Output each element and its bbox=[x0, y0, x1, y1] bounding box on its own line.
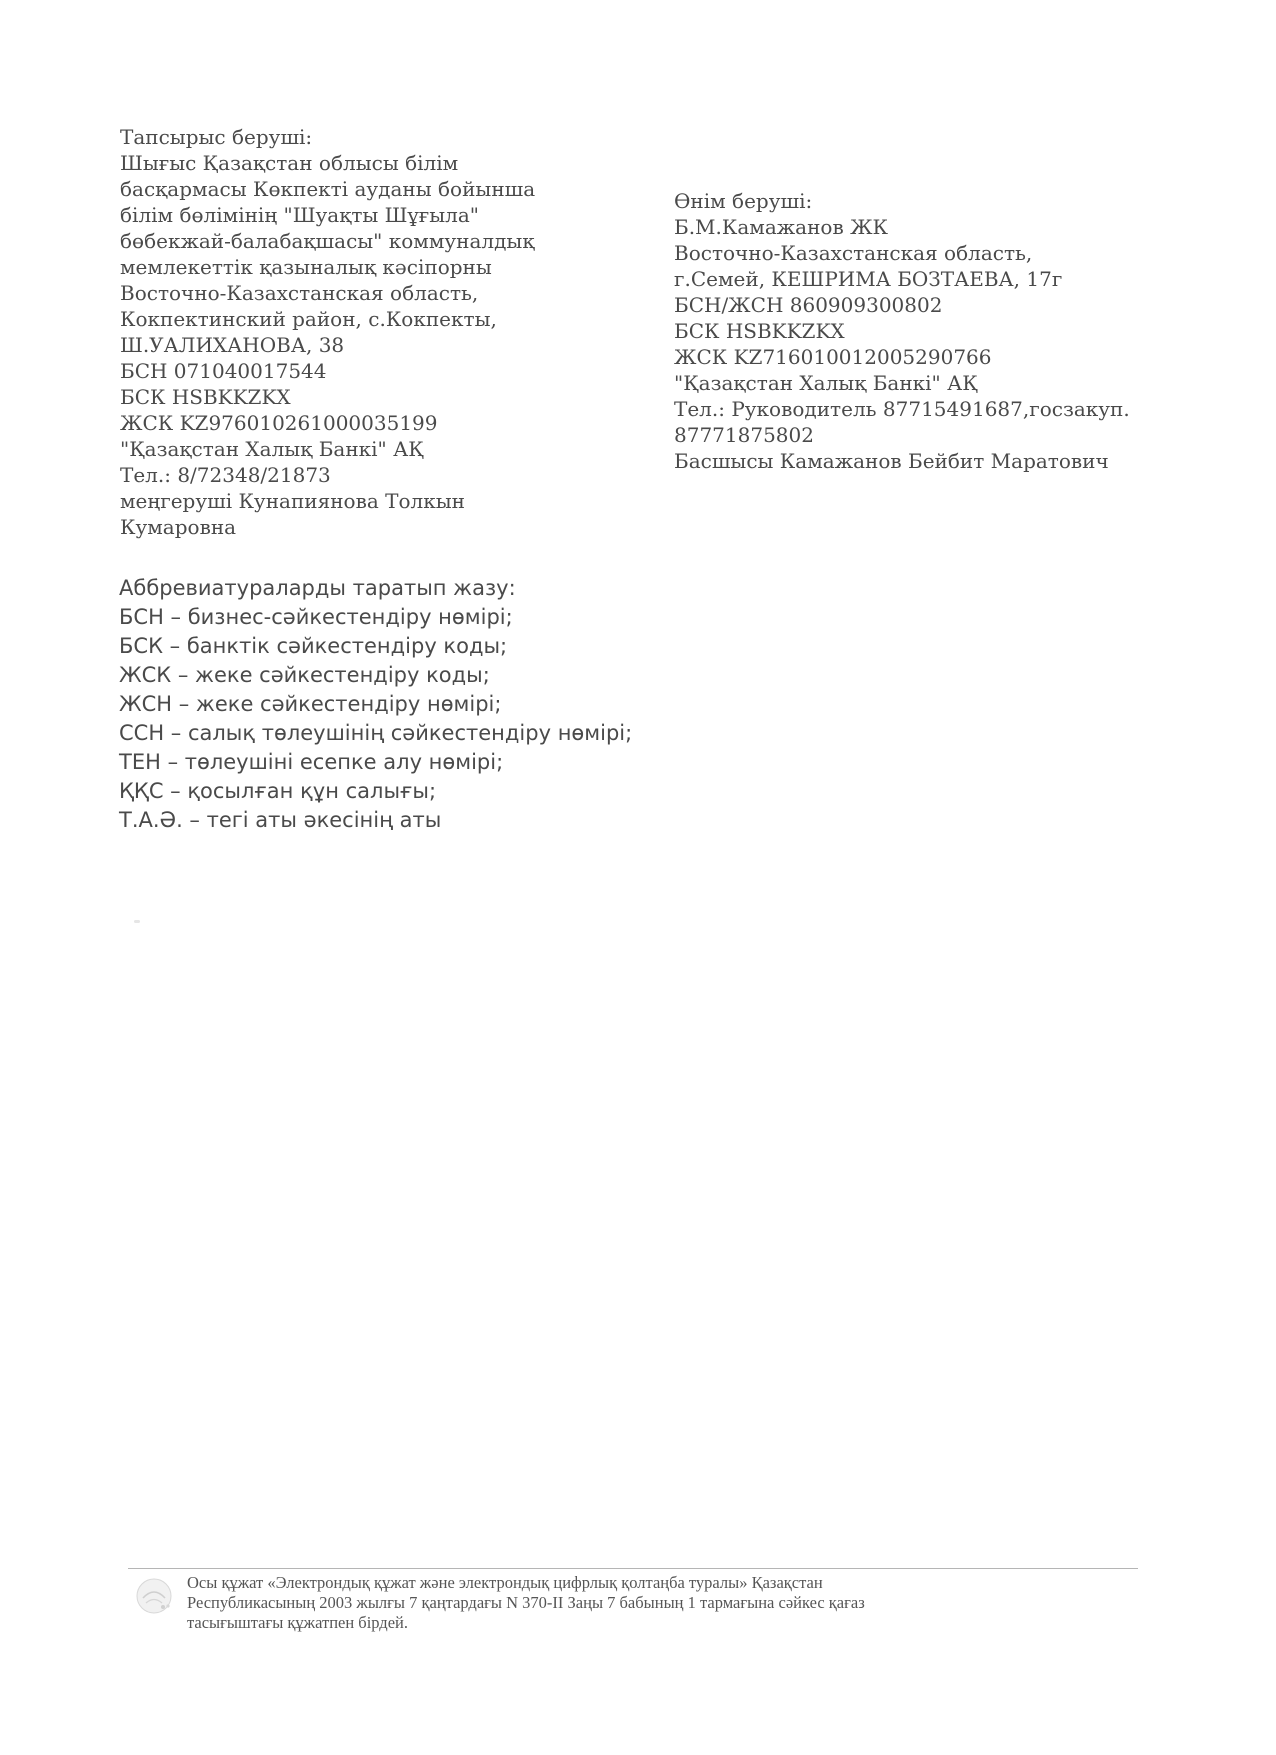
supplier-line: Тел.: Руководитель 87715491687,госзакуп. bbox=[674, 397, 1130, 421]
supplier-line: Басшысы Камажанов Бейбит Маратович bbox=[674, 449, 1109, 473]
customer-line: мемлекеттік қазыналық кәсіпорны bbox=[120, 255, 492, 279]
customer-line: Ш.УАЛИХАНОВА, 38 bbox=[120, 333, 345, 357]
supplier-heading: Өнім беруші: bbox=[674, 189, 813, 213]
customer-line: бөбекжай-балабақшасы" коммуналдық bbox=[120, 229, 535, 253]
abbreviation-item: ЖСК – жеке сәйкестендіру коды; bbox=[119, 663, 490, 687]
customer-heading: Тапсырыс беруші: bbox=[120, 125, 313, 149]
abbreviation-item: БСН – бизнес-сәйкестендіру нөмірі; bbox=[119, 605, 513, 629]
abbreviation-item: ССН – салық төлеушінің сәйкестендіру нөмірі; bbox=[119, 721, 633, 745]
abbreviation-item: Т.А.Ә. – тегі аты әкесінің аты bbox=[119, 808, 442, 832]
supplier-line: ЖСК KZ716010012005290766 bbox=[674, 345, 992, 369]
customer-details bbox=[120, 124, 535, 540]
footer-legal-notice bbox=[187, 1573, 865, 1633]
supplier-line: БСН/ЖСН 860909300802 bbox=[674, 293, 943, 317]
scan-speck bbox=[134, 920, 140, 923]
footer-divider bbox=[128, 1568, 1138, 1569]
customer-line: Тел.: 8/72348/21873 bbox=[120, 463, 331, 487]
supplier-line: г.Семей, КЕШРИМА БОЗТАЕВА, 17г bbox=[674, 267, 1063, 291]
customer-line: меңгеруші Кунапиянова Толкын bbox=[120, 489, 465, 513]
e-signature-seal-icon bbox=[134, 1576, 174, 1616]
abbreviations-list bbox=[119, 574, 632, 835]
supplier-line: "Қазақстан Халық Банкі" АҚ bbox=[674, 371, 978, 395]
footer-line: Осы құжат «Электрондық құжат және электрондық цифрлық қолтаңба туралы» Қазақстан bbox=[187, 1573, 823, 1592]
abbreviation-item: ТЕН – төлеушіні есепке алу нөмірі; bbox=[119, 750, 504, 774]
customer-line: білім бөлімінің "Шуақты Шұғыла" bbox=[120, 203, 480, 227]
customer-line: Кумаровна bbox=[120, 515, 237, 539]
customer-line: Кокпектинский район, с.Кокпекты, bbox=[120, 307, 497, 331]
supplier-line: БСК HSBKKZKX bbox=[674, 319, 845, 343]
customer-line: Шығыс Қазақстан облысы білім bbox=[120, 151, 459, 175]
abbreviations-heading: Аббревиатураларды таратып жазу: bbox=[119, 576, 516, 600]
supplier-line: Восточно-Казахстанская область, bbox=[674, 241, 1033, 265]
footer-line: Республикасының 2003 жылғы 7 қаңтардағы N 370-II Заңы 7 бабының 1 тармағына сәйкес қағаз bbox=[187, 1593, 865, 1612]
footer-line: тасығыштағы құжатпен бірдей. bbox=[187, 1613, 408, 1632]
customer-line: БСК HSBKKZKX bbox=[120, 385, 291, 409]
customer-line: БСН 071040017544 bbox=[120, 359, 327, 383]
supplier-details bbox=[674, 188, 1130, 474]
supplier-line: Б.М.Камажанов ЖК bbox=[674, 215, 889, 239]
customer-line: ЖСК KZ976010261000035199 bbox=[120, 411, 438, 435]
customer-line: басқармасы Көкпекті ауданы бойынша bbox=[120, 177, 536, 201]
abbreviation-item: ҚҚС – қосылған құн салығы; bbox=[119, 779, 437, 803]
abbreviation-item: БСК – банктік сәйкестендіру коды; bbox=[119, 634, 508, 658]
abbreviation-item: ЖСН – жеке сәйкестендіру нөмірі; bbox=[119, 692, 502, 716]
customer-line: Восточно-Казахстанская область, bbox=[120, 281, 479, 305]
supplier-line: 87771875802 bbox=[674, 423, 814, 447]
customer-line: "Қазақстан Халық Банкі" АҚ bbox=[120, 437, 424, 461]
